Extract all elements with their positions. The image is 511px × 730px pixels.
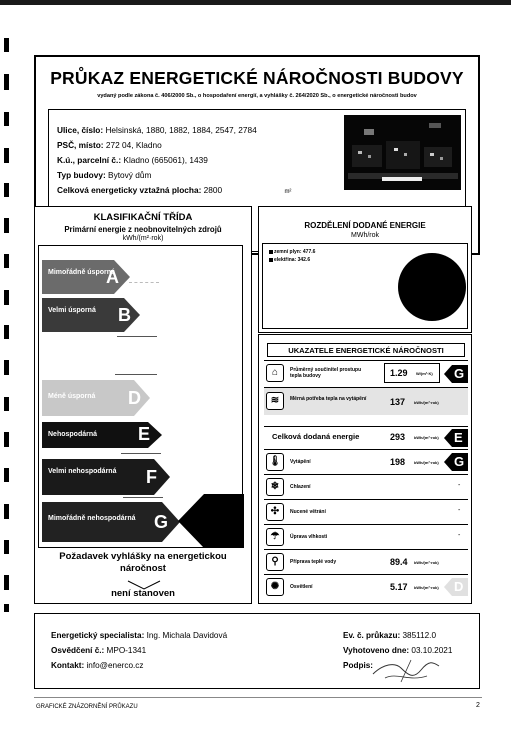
indicator-row-humidity [264,524,468,548]
class-arrow-d [42,380,152,421]
classification-box [34,206,252,604]
class-badge-letter: E [454,430,463,445]
class-badge-letter: G [454,366,465,381]
class-letter-e: E [138,424,151,444]
indicator-label: Chlazení [290,484,311,490]
class-letter-a: A [106,267,119,287]
class-label-b: Velmi úsporná [48,307,96,314]
indicators-box [258,334,472,604]
signature-label: Podpis: [343,661,374,670]
address-label: Ulice, číslo: [57,125,104,135]
classification-scale [38,245,243,548]
distribution-title: ROZDĚLENÍ DODANÉ ENERGIE [304,221,426,230]
area-value: 2800 [203,185,223,195]
classification-unit: kWh/(m²·rok) [122,235,164,242]
indicator-value: 5.17 [390,582,408,592]
indicator-value: 1.29 [390,368,408,378]
specialist-name-row [51,631,227,640]
type-value: Bytový dům [108,170,152,180]
indicator-unit: kWh/(m²·rok) [414,400,439,405]
indicator-label: Příprava teplé vody [290,559,337,565]
class-label-f: Velmi nehospodárná [48,468,117,475]
certificate-value: MPO-1341 [106,646,147,655]
class-label-d: Méně úsporná [48,393,96,400]
indicator-label: Úprava vlhkosti [290,534,328,540]
indicator-label: Měrná potřeba tepla na vytápění [290,396,367,402]
indicator-value: 293 [390,432,406,442]
class-arrow-e [42,422,164,453]
address-value: Helsinská, 1880, 1882, 1884, 2547, 2784 [105,125,257,135]
parcel-label: K.ú., parcelní č.: [57,155,122,165]
indicator-value: - [458,507,461,514]
certificate-label: Osvědčení č.: [51,646,105,655]
class-letter-d: D [128,388,141,408]
indicator-label: Osvětlení [290,584,313,590]
footer-title: GRAFICKÉ ZNÁZORNĚNÍ PRŮKAZU [36,704,138,710]
class-arrow-a [42,260,132,299]
parcel-row [57,155,208,165]
type-row [57,170,151,180]
class-label-e: Nehospodárná [48,431,98,438]
requirement-title: Požadavek vyhlášky na energetickou náročnost [59,551,227,574]
area-row [57,185,291,195]
indicator-value: - [458,532,461,539]
indicator-unit: kWh/(m²·rok) [414,435,439,440]
evidence-row [343,631,436,640]
date-value: 03.10.2021 [411,646,453,655]
building-photo [344,115,461,190]
scale-divider [117,336,157,337]
indicator-row-lighting [264,574,468,599]
city-value: 272 04, Kladno [105,140,162,150]
class-badge-letter: D [454,579,464,594]
classification-subtitle: Primární energie z neobnovitelných zdrojů [64,225,222,234]
class-badge-letter: G [454,454,465,469]
class-arrow-f [42,459,172,500]
indicator-row-transmittance [264,360,468,386]
humidity-icon: ☂ [266,528,284,546]
indicator-value: 198 [390,457,406,467]
indicator-label: Nucené větrání [290,509,326,515]
legend-gas [269,249,315,255]
class-letter-b: B [118,305,131,325]
indicator-label: Průměrný součinitel prostupu tepla budovy [290,367,362,379]
indicator-row-heating [264,449,468,473]
indicators-title: UKAZATELE ENERGETICKÉ NÁROČNOSTI [267,343,465,357]
pie-chart [397,252,467,327]
indicator-unit: kWh/(m²·rok) [414,585,439,590]
evidence-label: Ev. č. průkazu: [343,631,401,640]
certificate-row [51,646,146,655]
area-label: Celková energeticky vztažná plocha: [57,185,202,195]
bulb-icon: ✺ [266,578,284,596]
indicator-label: Celková dodaná energie [272,432,360,441]
indicator-row-hot-water [264,549,468,573]
fan-icon: ✣ [266,503,284,521]
heat-icon: ≋ [266,392,284,410]
evidence-value: 385112.0 [402,631,437,640]
indicator-unit: kWh/(m²·rok) [414,560,439,565]
class-badge-g [444,365,466,383]
type-label: Typ budovy: [57,170,106,180]
page-title: PRŮKAZ ENERGETICKÉ NÁROČNOSTI BUDOVY [50,68,464,88]
class-badge-g [444,453,466,471]
indicator-row-total [264,426,468,448]
faucet-icon: ⚲ [266,553,284,571]
parcel-value: Kladno (665061), 1439 [123,155,208,165]
indicator-label: Vytápění [290,459,311,465]
signature-image [371,656,441,689]
date-row [343,646,452,655]
city-label: PSČ, místo: [57,140,104,150]
scale-divider [115,374,157,375]
specialist-name-value: Ing. Michala Davidová [146,631,228,640]
legend-electricity-label: elektřina: 342.6 [274,257,311,263]
class-letter-f: F [146,467,157,487]
scale-divider [129,282,159,283]
requirement-value: není stanoven [111,588,175,599]
class-badge-e [444,429,466,447]
contact-row [51,661,144,670]
legend-gas-label: zemní plyn: 477.6 [274,249,316,255]
city-row [57,140,162,150]
indicator-unit: kWh/(m²·rok) [414,460,439,465]
thermometer-icon: 🌡 [266,453,284,471]
cooling-icon: ❄ [266,478,284,496]
classification-title: KLASIFIKAČNÍ TŘÍDA [93,212,193,223]
distribution-chart [262,243,468,329]
distribution-unit: MWh/rok [351,232,379,239]
page-subtitle: vydaný podle zákona č. 406/2000 Sb., o hospodaření energií, a vyhlášky č. 264/2020 Sb., o energetické náročnosti budov [97,93,417,99]
scale-divider [123,497,163,498]
page-number: 2 [476,702,480,709]
specialist-box [34,613,480,689]
indicator-row-heat-demand [264,387,468,415]
indicator-row-ventilation [264,499,468,523]
indicator-unit: W/(m²·K) [416,371,433,376]
class-arrow-g [42,502,182,547]
class-label-a: Mimořádně úsporná [48,269,115,276]
indicator-value: 89.4 [390,557,408,567]
class-letter-g: G [154,512,169,532]
signature-row [343,661,373,670]
area-unit: m² [284,189,292,195]
indicator-row-cooling [264,474,468,498]
scale-divider [121,453,161,454]
class-badge-d [444,578,466,596]
specialist-name-label: Energetický specialista: [51,631,145,640]
house-icon: ⌂ [266,364,284,382]
class-label-g: Mimořádně nehospodárná [48,515,136,522]
contact-label: Kontakt: [51,661,85,670]
class-arrow-b [42,298,142,337]
scan-top-border [0,0,511,5]
legend-electricity [269,257,310,263]
building-class-indicator [178,494,244,553]
contact-value: info@enerco.cz [86,661,144,670]
footer-rule [34,697,482,698]
indicator-value: - [458,482,461,489]
indicator-value: 137 [390,397,406,407]
date-label: Vyhotoveno dne: [343,646,410,655]
energy-distribution-box [258,206,472,333]
address-row [57,125,257,135]
